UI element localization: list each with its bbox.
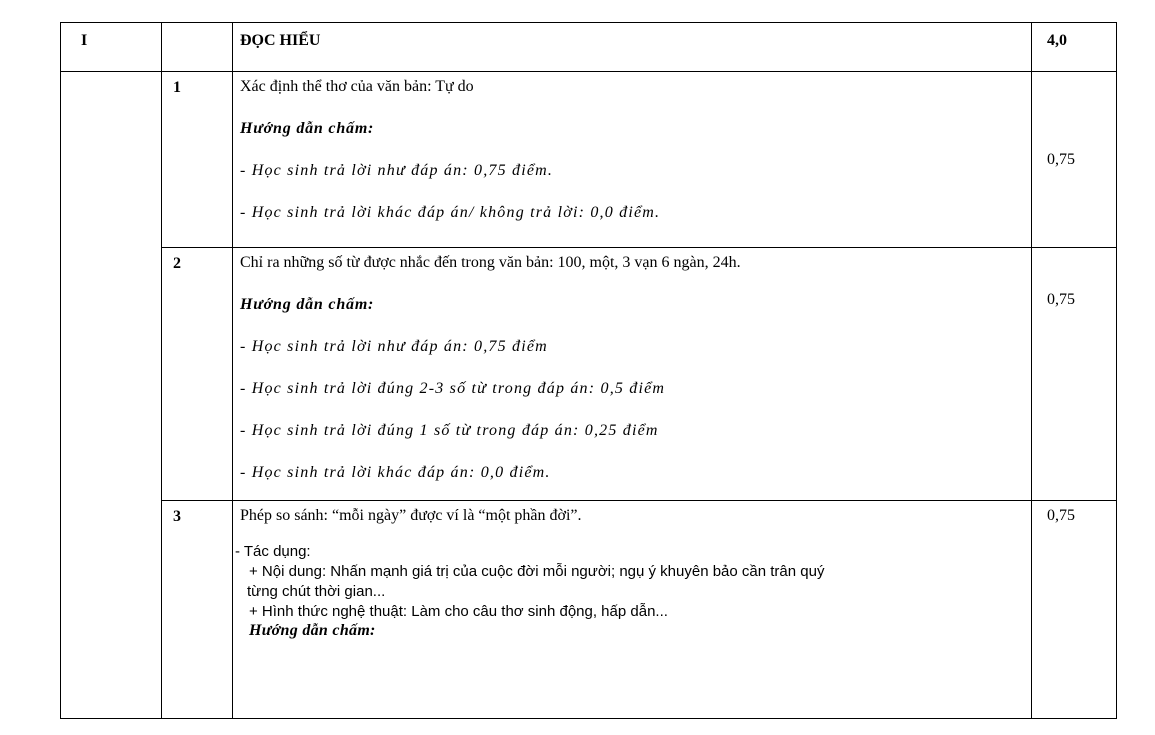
- section-left-cell: [61, 72, 162, 719]
- grading-criterion: - Học sinh trả lời như đáp án: 0,75 điểm.: [240, 162, 554, 179]
- section-header-row: [61, 23, 1117, 72]
- question-row-2: [61, 248, 1117, 501]
- answer-key-table: [60, 22, 1117, 719]
- effect-line: + Nội dung: Nhấn mạnh giá trị của cuộc đời mỗi người; ngụ ý khuyên bảo cần trân quý: [249, 563, 825, 580]
- question-content: [233, 248, 1032, 501]
- grading-criterion: - Học sinh trả lời đúng 1 số từ trong đáp án: 0,25 điểm: [240, 422, 659, 439]
- grading-criterion: - Học sinh trả lời đúng 2-3 số từ trong đáp án: 0,5 điểm: [240, 380, 666, 397]
- answer-text: Chỉ ra những số từ được nhắc đến trong văn bản: 100, một, 3 vạn 6 ngàn, 24h.: [240, 254, 741, 271]
- question-number: 3: [162, 501, 233, 719]
- effect-line: từng chút thời gian...: [247, 583, 386, 600]
- grading-criterion: - Học sinh trả lời khác đáp án: 0,0 điểm.: [240, 464, 551, 481]
- grading-guide-label: Hướng dẫn chấm:: [240, 296, 375, 313]
- effect-line: + Hình thức nghệ thuật: Làm cho câu thơ sinh động, hấp dẫn...: [249, 603, 668, 620]
- question-points: 0,75: [1032, 248, 1117, 501]
- section-roman-numeral: I: [61, 23, 162, 72]
- section-title: ĐỌC HIỂU: [233, 23, 1032, 72]
- question-row-1: [61, 72, 1117, 248]
- grading-criterion: - Học sinh trả lời như đáp án: 0,75 điểm: [240, 338, 548, 355]
- question-content: [233, 501, 1032, 719]
- effect-block: [235, 542, 1025, 622]
- grading-criterion: - Học sinh trả lời khác đáp án/ không trả lời: 0,0 điểm.: [240, 204, 661, 221]
- question-number: 1: [162, 72, 233, 248]
- answer-text: Phép so sánh: “mỗi ngày” được ví là “một phần đời”.: [240, 507, 582, 524]
- question-points: 0,75: [1032, 501, 1117, 719]
- answer-key-page: [60, 22, 1117, 719]
- question-points: 0,75: [1032, 72, 1117, 248]
- effect-label: - Tác dụng:: [235, 543, 311, 560]
- question-number: 2: [162, 248, 233, 501]
- grading-guide-label: Hướng dẫn chấm:: [249, 622, 376, 639]
- section-points: 4,0: [1032, 23, 1117, 72]
- answer-text: Xác định thể thơ của văn bản: Tự do: [240, 78, 474, 95]
- question-content: [233, 72, 1032, 248]
- section-number-cell: [162, 23, 233, 72]
- grading-guide-label: Hướng dẫn chấm:: [240, 120, 375, 137]
- question-row-3: [61, 501, 1117, 719]
